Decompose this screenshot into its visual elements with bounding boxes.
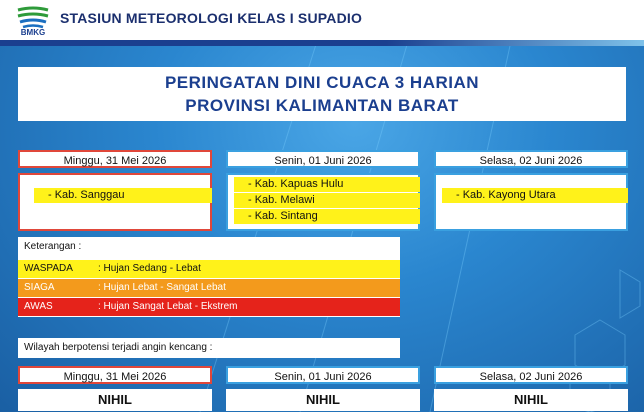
area-item: - Kab. Kayong Utara — [442, 188, 628, 203]
legend-box — [18, 237, 400, 317]
title-line-2: PROVINSI KALIMANTAN BARAT — [185, 96, 459, 115]
legend-name: WASPADA — [24, 263, 73, 274]
area-item: - Kab. Sintang — [234, 209, 420, 224]
day-2-areas — [226, 173, 420, 231]
area-item: - Kab. Kapuas Hulu — [234, 177, 420, 192]
wind-day-3-value: NIHIL — [434, 389, 628, 411]
legend-title: Keterangan : — [24, 241, 82, 252]
wind-day-1-date: Minggu, 31 Mei 2026 — [18, 366, 212, 384]
legend-name: SIAGA — [24, 282, 55, 293]
header-stripe — [0, 40, 644, 46]
day-1-areas — [18, 173, 212, 231]
wind-day-1-value: NIHIL — [18, 389, 212, 411]
day-3-areas — [434, 173, 628, 231]
legend-row-awas — [18, 298, 400, 316]
legend-row-waspada — [18, 260, 400, 278]
wind-day-3-date: Selasa, 02 Juni 2026 — [434, 366, 628, 384]
legend-name: AWAS — [24, 301, 53, 312]
area-item: - Kab. Sanggau — [34, 188, 212, 203]
logo-text: BMKG — [20, 28, 46, 37]
title-box — [18, 67, 626, 121]
header-bar — [0, 0, 644, 44]
area-item: - Kab. Melawi — [234, 193, 420, 208]
legend-desc: : Hujan Sangat Lebat - Ekstrem — [98, 301, 238, 312]
legend-desc: : Hujan Sedang - Lebat — [98, 263, 201, 274]
day-3-date: Selasa, 02 Juni 2026 — [434, 150, 628, 168]
wind-day-2-date: Senin, 01 Juni 2026 — [226, 366, 420, 384]
station-name: STASIUN METEOROLOGI KELAS I SUPADIO — [60, 10, 363, 26]
title-line-1: PERINGATAN DINI CUACA 3 HARIAN — [164, 73, 480, 92]
wind-label: Wilayah berpotensi terjadi angin kencang : — [18, 338, 400, 358]
legend-row-siaga — [18, 279, 400, 297]
wind-day-2-value: NIHIL — [226, 389, 420, 411]
day-1-date: Minggu, 31 Mei 2026 — [18, 150, 212, 168]
legend-desc: : Hujan Lebat - Sangat Lebat — [98, 282, 226, 293]
day-2-date: Senin, 01 Juni 2026 — [226, 150, 420, 168]
